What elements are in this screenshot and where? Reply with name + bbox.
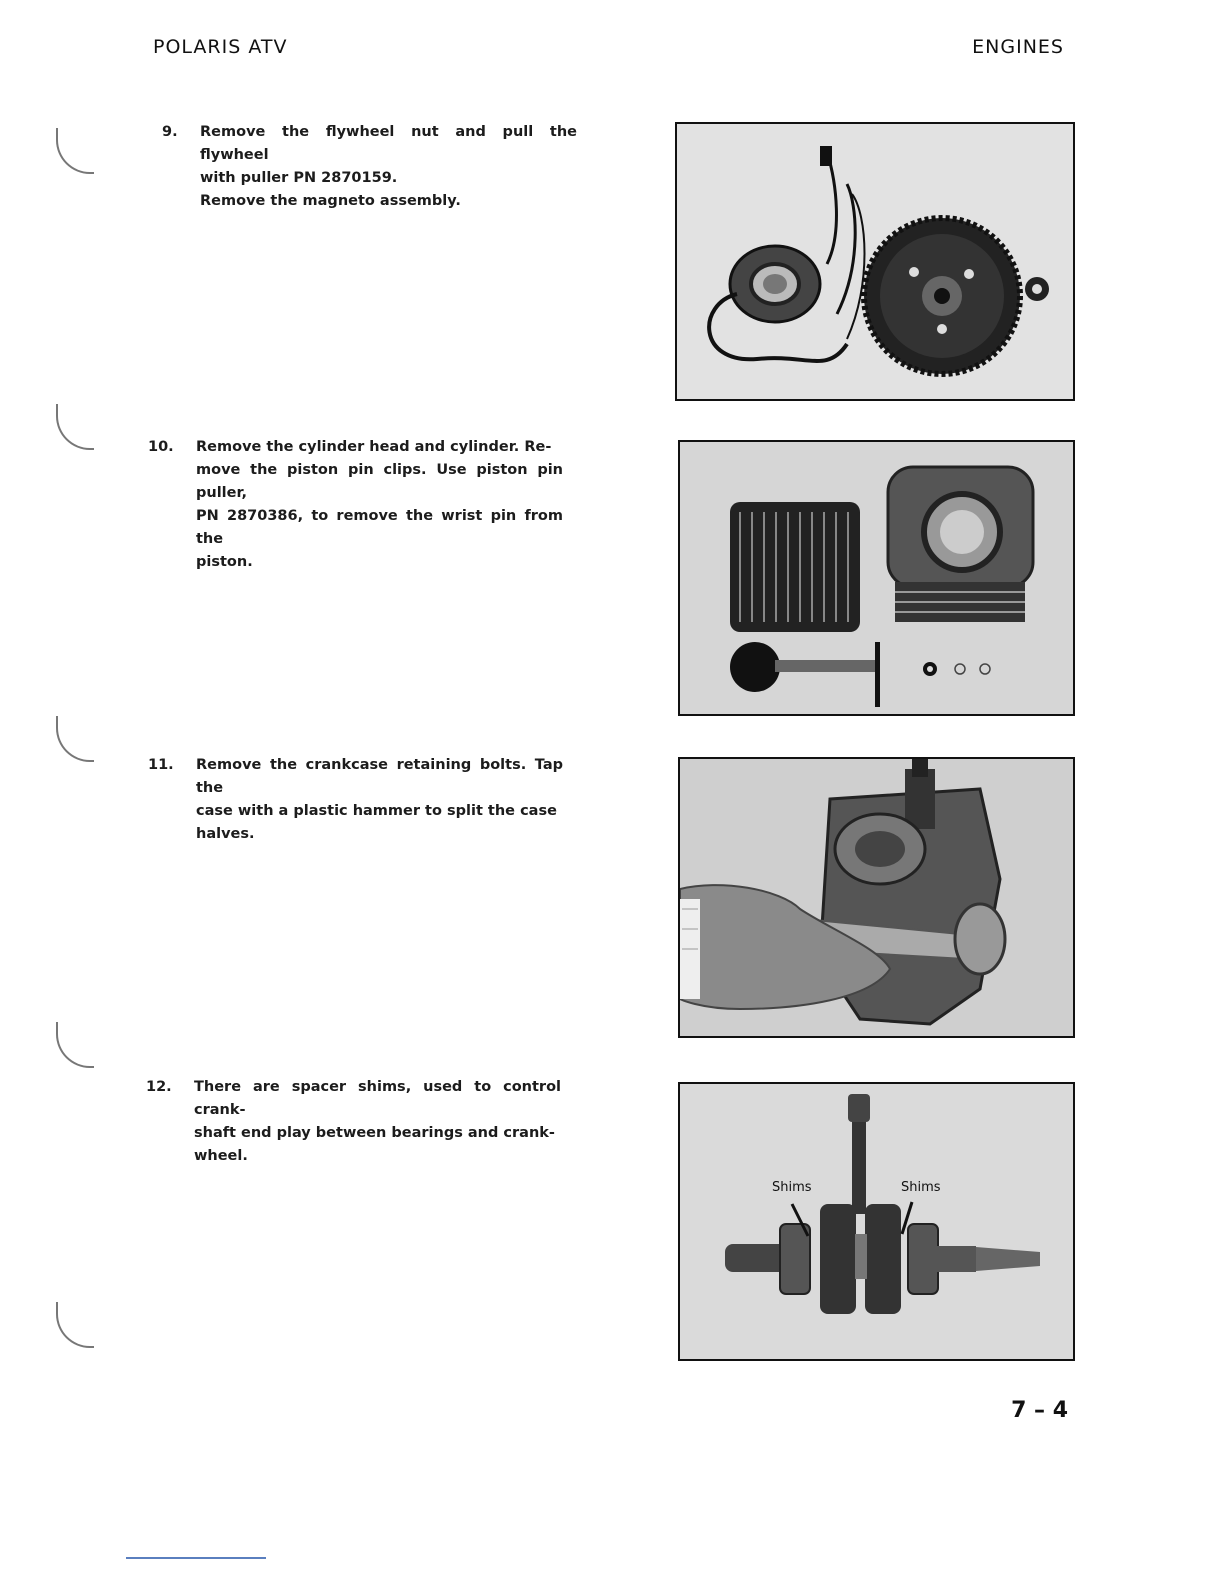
step-line: shaft end play between bearings and crank-	[194, 1125, 555, 1141]
step-number: 12.	[146, 1079, 172, 1095]
step-text	[194, 1076, 561, 1168]
step-12	[146, 1076, 561, 1168]
binder-hole-mark	[56, 716, 94, 762]
step-line: There are spacer shims, used to control crank-	[194, 1079, 561, 1118]
cylinder-head-illustration	[680, 442, 1073, 714]
running-header-section: ENGINES	[972, 36, 1064, 58]
flywheel-magneto-illustration	[677, 124, 1073, 399]
photo-crankcase-split	[678, 757, 1075, 1038]
step-9	[162, 121, 577, 213]
page-number: 7 – 4	[1011, 1398, 1068, 1423]
step-text	[200, 121, 577, 213]
step-number: 10.	[148, 439, 174, 455]
shims-label-left: Shims	[772, 1180, 812, 1195]
photo-cylinder-head-piston	[678, 440, 1075, 716]
step-line: wheel.	[194, 1148, 248, 1164]
step-11	[148, 754, 563, 846]
step-line: case with a plastic hammer to split the case	[196, 803, 557, 819]
running-header-title: POLARIS ATV	[153, 36, 288, 58]
binder-hole-mark	[56, 1022, 94, 1068]
step-number: 11.	[148, 757, 174, 773]
step-line: Remove the crankcase retaining bolts. Tap the	[196, 757, 563, 796]
step-line: move the piston pin clips. Use piston pin puller,	[196, 462, 563, 501]
step-line: PN 2870386, to remove the wrist pin from the	[196, 508, 563, 547]
step-10	[148, 436, 563, 574]
binder-hole-mark	[56, 404, 94, 450]
footer-rule	[126, 1557, 266, 1559]
step-line: halves.	[196, 826, 255, 842]
step-line: with puller PN 2870159.	[200, 170, 398, 186]
binder-hole-mark	[56, 128, 94, 174]
photo-flywheel-magneto	[675, 122, 1075, 401]
crankcase-illustration	[680, 759, 1073, 1036]
step-line: Remove the magneto assembly.	[200, 193, 461, 209]
binder-hole-mark	[56, 1302, 94, 1348]
step-line: piston.	[196, 554, 253, 570]
crankshaft-illustration	[680, 1084, 1073, 1359]
step-text	[196, 754, 563, 846]
step-text	[196, 436, 563, 574]
step-number: 9.	[162, 124, 178, 140]
step-line: Remove the cylinder head and cylinder. Re-	[196, 439, 552, 455]
step-line: Remove the flywheel nut and pull the flywheel	[200, 124, 577, 163]
shims-label-right: Shims	[901, 1180, 941, 1195]
photo-crankshaft-shims	[678, 1082, 1075, 1361]
